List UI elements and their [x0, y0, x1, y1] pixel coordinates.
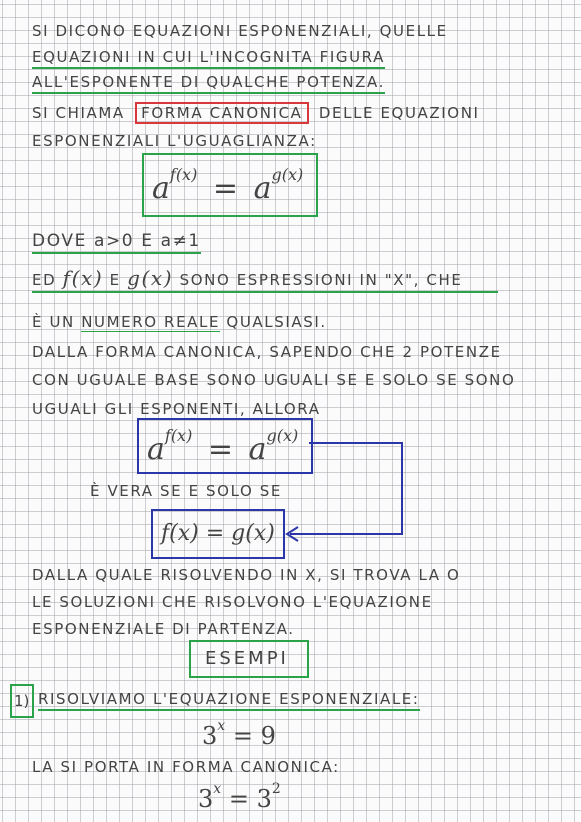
text-fragment: SONO ESPRESSIONI IN "X", CHE [179, 271, 463, 289]
canonical-form-formula [152, 165, 304, 206]
forma-canonica-label: FORMA CANONICA [135, 102, 308, 124]
exponents-equal-formula: f(x) = g(x) [161, 521, 275, 546]
example-instruction: RISOLVIAMO L'EQUAZIONE ESPONENZIALE: [38, 690, 420, 711]
text-line: SI DICONO EQUAZIONI ESPONENZIALI, QUELLE [32, 22, 448, 40]
example-number: 1) [14, 692, 30, 710]
text-fragment: ED [32, 271, 57, 289]
base: a [152, 171, 170, 206]
text-fragment: SI CHIAMA [32, 104, 125, 122]
base: a [253, 171, 272, 206]
condition-line: DOVE a>0 E a≠1 [32, 231, 201, 254]
examples-heading-box [189, 640, 309, 678]
text-fragment: QUALSIASI. [226, 313, 327, 331]
exponent: f(x) [169, 165, 198, 184]
example-equation [202, 718, 276, 750]
exponent: x [213, 781, 222, 797]
text-line: ESPONENZIALI L'UGUAGLIANZA: [32, 132, 317, 150]
equal-powers-box [137, 418, 313, 474]
exponent: 2 [271, 781, 281, 797]
text-line: LE SOLUZIONI CHE RISOLVONO L'EQUAZIONE [32, 593, 433, 611]
numero-reale-label: NUMERO REALE [81, 313, 221, 331]
base: 3 [202, 722, 218, 750]
equals-sign: = [212, 171, 239, 206]
function-g: g(x) [127, 266, 174, 290]
function-f: f(x) [62, 266, 104, 290]
canonical-form-box [142, 153, 318, 217]
equals-sign: = [207, 432, 234, 467]
text-fragment: DELLE EQUAZIONI [318, 104, 480, 122]
text-fragment: È UN [32, 313, 75, 331]
text-line: È VERA SE E SOLO SE [90, 482, 282, 500]
example-canonical-equation [198, 781, 281, 813]
base: 3 [198, 785, 214, 813]
text-line: DALLA FORMA CANONICA, SAPENDO CHE 2 POTENZE [32, 343, 502, 361]
text-line: CON UGUALE BASE SONO UGUALI SE E SOLO SE SONO [32, 371, 516, 389]
exponents-equal-box [151, 509, 285, 559]
text-line [32, 266, 498, 293]
right-hand-side: = 9 [232, 722, 276, 750]
base: a [147, 432, 165, 467]
text-line: UGUALI GLI ESPONENTI, ALLORA [32, 400, 321, 418]
exponent: x [217, 718, 226, 734]
exponent: g(x) [271, 165, 304, 184]
examples-heading: ESEMPI [205, 648, 289, 669]
equal-powers-formula [147, 426, 299, 467]
text-line [32, 104, 480, 122]
text-line: DALLA QUALE RISOLVENDO IN X, SI TROVA LA O [32, 566, 461, 584]
exponent: g(x) [266, 426, 299, 445]
definition-line: EQUAZIONI IN CUI L'INCOGNITA FIGURA [32, 48, 385, 69]
text-line: ESPONENZIALE DI PARTENZA. [32, 620, 295, 638]
right-hand-side: = 3 [228, 785, 272, 813]
definition-line: ALL'ESPONENTE DI QUALCHE POTENZA. [32, 73, 385, 94]
text-fragment: E [109, 271, 121, 289]
example-number-box [10, 684, 34, 718]
text-line: LA SI PORTA IN FORMA CANONICA: [32, 758, 340, 776]
text-line [32, 313, 327, 331]
base: a [248, 432, 267, 467]
exponent: f(x) [164, 426, 193, 445]
